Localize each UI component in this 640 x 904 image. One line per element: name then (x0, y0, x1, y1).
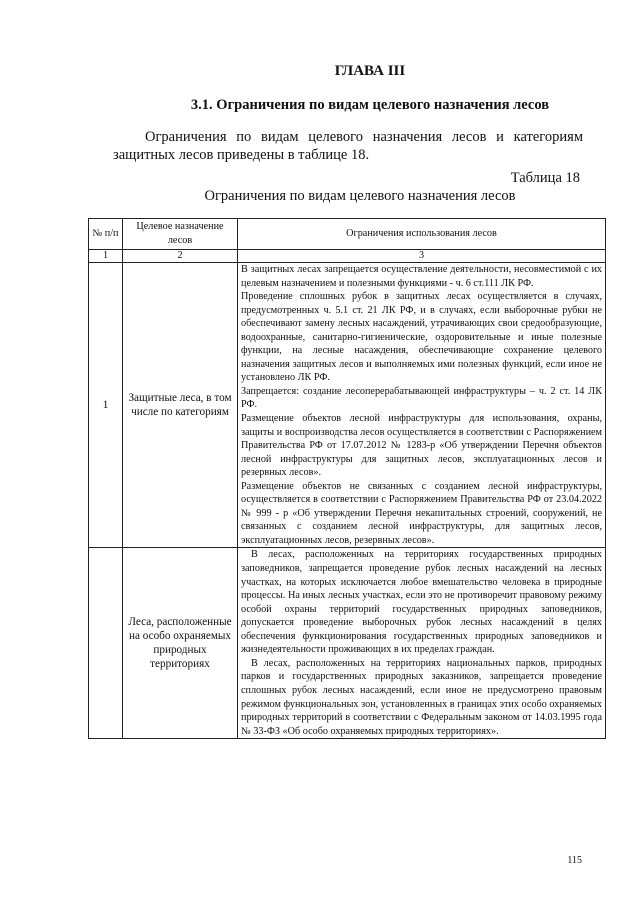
table-row (89, 263, 606, 548)
header-restrictions: Ограничения использования лесов (238, 219, 606, 250)
row-number: 1 (89, 263, 123, 548)
table-number: Таблица 18 (510, 170, 580, 186)
column-number-row (89, 250, 606, 263)
restriction-paragraph: Размещение объектов не связанных с созданием лесной инфраструктуры, осуществляется в соответствии с Распоряжением Правительства РФ от 23.04.2022 № 999 - р «Об утверждении Перечня некапитальных строений, сооружений, не связанных с созданием лесной инфраструктуры, для защитных лесов, эксплуатационных лесов, резервных лесов». (241, 480, 602, 546)
column-number: 1 (89, 250, 123, 263)
restriction-paragraph: В защитных лесах запрещается осуществление деятельности, несовместимой с их целевым назначением и полезными функциями - ч. 6 ст.111 ЛК РФ. (241, 264, 602, 289)
table-header-row (89, 219, 606, 250)
chapter-heading: ГЛАВА III (334, 63, 406, 79)
restrictions-table (88, 218, 606, 739)
page-number: 115 (567, 855, 582, 866)
row-restrictions (238, 548, 606, 739)
header-num: № п/п (89, 219, 123, 250)
row-number (89, 548, 123, 739)
row-purpose: Леса, расположенные на особо охраняемых природных территориях (123, 548, 238, 739)
restriction-paragraph: Запрещается: создание лесоперерабатывающей инфраструктуры – ч. 2 ст. 14 ЛК РФ. (241, 385, 602, 411)
row-purpose: Защитные леса, в том числе по категориям (123, 263, 238, 548)
restriction-paragraph: Размещение объектов лесной инфраструктуры для использования, охраны, защиты и воспроизводства лесов осуществляется в соответствии с Распоряжением Правительства РФ от 17.07.2012 № 1283-р «Об утверждении Перечня объектов лесной инфраструктуры для защитных лесов, эксплуатационных лесов и резервных лесов». (241, 413, 602, 479)
restriction-paragraph: В лесах, расположенных на территориях национальных парков, природных парков и государственных природных заказников, запрещается проведение сплошных рубок лесных насаждений, если иное не предусмотрено правовым режимом функциональных зон, установленных в границах этих особо охраняемых природных территорий в соответствии с Федеральным законом от 14.03.1995 года № 33-ФЗ «Об особо охраняемых природных территориях». (241, 657, 602, 737)
section-heading: 3.1. Ограничения по видам целевого назначения лесов (190, 97, 550, 113)
row-restrictions (238, 263, 606, 548)
restriction-paragraph: В лесах, расположенных на территориях государственных природных заповедников, запрещается проведение рубок лесных насаждений на лесных участках, на которых исключается любое вмешательство человека в природные процессы. На иных лесных участках, если это не противоречит правовому режиму особой охраны территорий государственных природных заповедников, допускается проведение выборочных рубок лесных насаждений в целях обеспечения функционирования государственных природных заповедников и жизнедеятельности проживающих в их пределах граждан. (241, 549, 602, 656)
table-row (89, 548, 606, 739)
column-number: 2 (123, 250, 238, 263)
header-purpose: Целевое назначение лесов (123, 219, 238, 250)
column-number: 3 (238, 250, 606, 263)
restriction-paragraph: Проведение сплошных рубок в защитных лесах осуществляется в случаях, предусмотренных ч. 5.1 ст. 21 ЛК РФ, и в случаях, если выборочные рубки не обеспечивают замену лесных насаждений, утрачивающих свои средообразующие, водоохранные, санитарно-гигиенические, оздоровительные и иные полезные функции, на лесные насаждения, обеспечивающие сохранение целевого назначения защитных лесов и выполняемых ими полезных функций, если иное не установлено ЛК РФ. (241, 291, 602, 384)
table-title: Ограничения по видам целевого назначения лесов (204, 188, 516, 204)
intro-paragraph: Ограничения по видам целевого назначения лесов и категориям защитных лесов приведены в таблице 18. (113, 129, 583, 163)
